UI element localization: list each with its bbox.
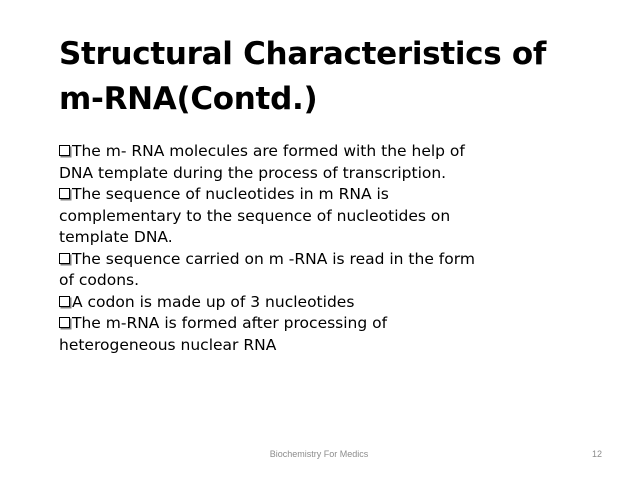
- slide-title-line-2: m-RNA(Contd.): [59, 81, 318, 117]
- checkbox-bullet-icon: [59, 296, 70, 307]
- slide-title-line-1: Structural Characteristics of: [59, 36, 547, 72]
- bullet-line: [59, 141, 579, 163]
- bullet-list: [59, 141, 579, 356]
- bullet-item-4: [59, 292, 579, 314]
- footer-source: Biochemistry For Medics: [269, 449, 369, 459]
- bullet-line: [59, 292, 579, 314]
- bullet-line: complementary to the sequence of nucleotides on: [59, 206, 451, 225]
- slide-title: [59, 32, 579, 122]
- bullet-item-1: [59, 141, 579, 184]
- bullet-line: [59, 249, 579, 271]
- checkbox-bullet-icon: [59, 188, 70, 199]
- bullet-text: The sequence of nucleotides in m RNA is: [72, 185, 389, 203]
- page-number: 12: [591, 449, 602, 459]
- bullet-item-3: [59, 249, 579, 292]
- bullet-line: template DNA.: [59, 228, 173, 246]
- checkbox-bullet-icon: [59, 253, 70, 264]
- bullet-text: The sequence carried on m -RNA is read in the form: [72, 249, 475, 268]
- checkbox-bullet-icon: [59, 317, 70, 328]
- bullet-line: [59, 184, 579, 206]
- bullet-item-5: [59, 313, 579, 356]
- bullet-item-2: [59, 184, 579, 249]
- bullet-line: of codons.: [59, 271, 140, 289]
- bullet-text: The m-RNA is formed after processing of: [72, 314, 388, 332]
- checkbox-bullet-icon: [59, 145, 70, 156]
- bullet-line: [59, 313, 579, 335]
- bullet-text: A codon is made up of 3 nucleotides: [72, 292, 355, 311]
- bullet-line: DNA template during the process of transcription.: [59, 163, 447, 182]
- bullet-text: The m- RNA molecules are formed with the help of: [72, 142, 465, 160]
- bullet-line: heterogeneous nuclear RNA: [59, 335, 277, 354]
